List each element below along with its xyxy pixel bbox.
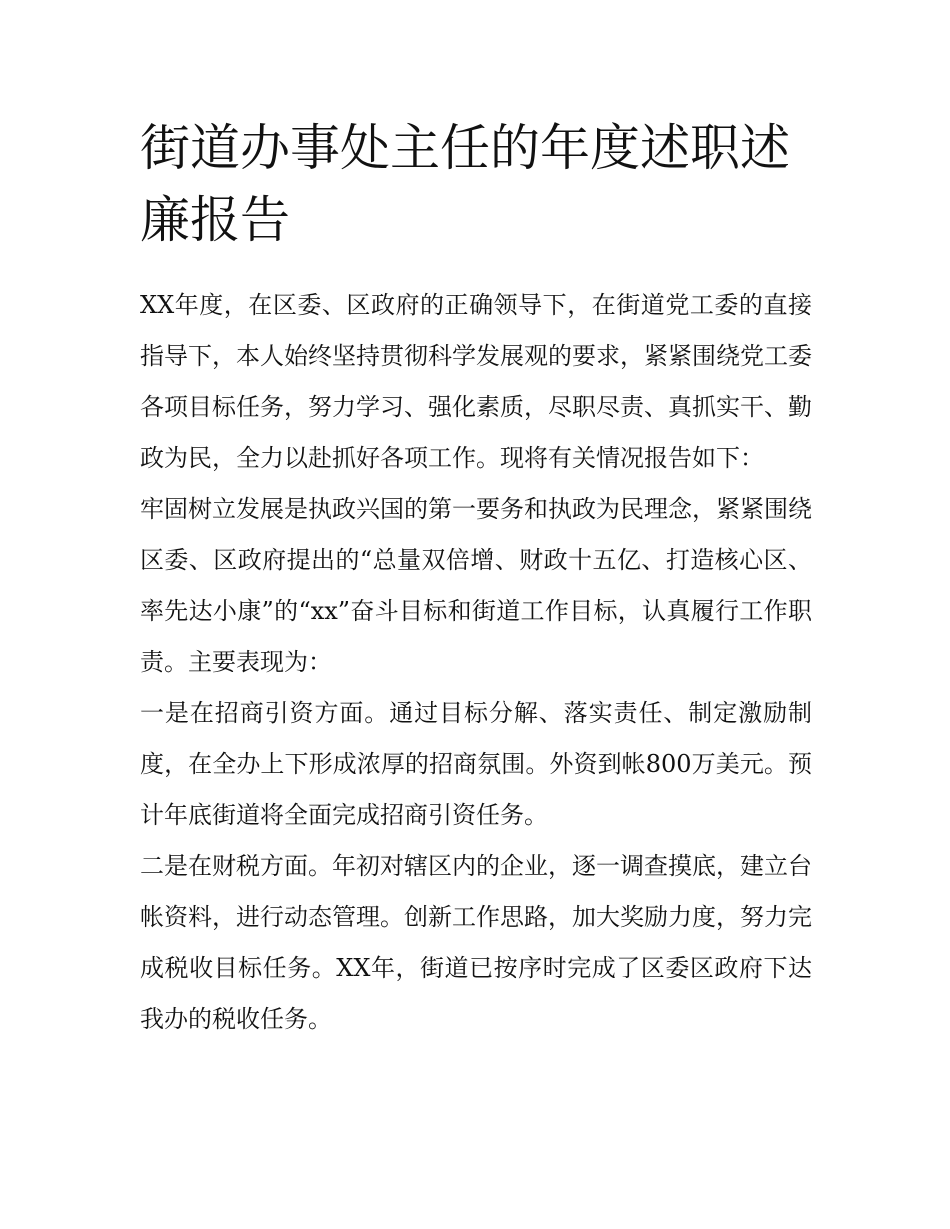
paragraph-investment: 一是在招商引资方面。通过目标分解、落实责任、制定激励制度，在全办上下形成浓厚的招商氛围。外资到帐800万美元。预计年底街道将全面完成招商引资任务。	[140, 699, 812, 829]
paragraph-intro: XX年度，在区委、区政府的正确领导下，在街道党工委的直接指导下，本人始终坚持贯彻科学发展观的要求，紧紧围绕党工委各项目标任务，努力学习、强化素质，尽职尽责、真抓实干、勤政为民，全力以赴抓好各项工作。现将有关情况报告如下：	[140, 291, 812, 472]
paragraph-taxation: 二是在财税方面。年初对辖区内的企业，逐一调查摸底，建立台帐资料，进行动态管理。创新工作思路，加大奖励力度，努力完成税收目标任务。XX年，街道已按序时完成了区委区政府下达我办的税收任务。	[140, 852, 812, 1033]
document-title: 街道办事处主任的年度述职述廉报告	[140, 119, 790, 249]
paragraph-development: 牢固树立发展是执政兴国的第一要务和执政为民理念，紧紧围绕区委、区政府提出的“总量双倍增、财政十五亿、打造核心区、率先达小康”的“xx”奋斗目标和街道工作目标，认真履行工作职责。主要表现为：	[140, 495, 812, 676]
document-body	[140, 280, 812, 1045]
